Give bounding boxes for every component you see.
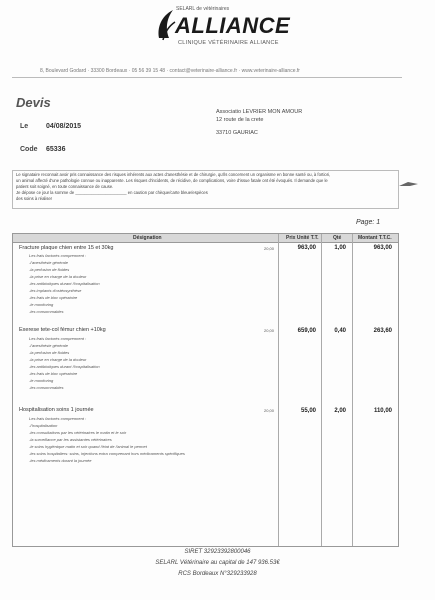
item-detail: -les antibiotiques durant l'hospitalisation bbox=[29, 364, 100, 369]
clinic-subtitle: CLINIQUE VÉTÉRINAIRE ALLIANCE bbox=[178, 40, 279, 46]
item-unit-price: 963,00 bbox=[297, 245, 316, 251]
item-detail: -les soins hospitaliers: soins, injections extra comprenant hors médicaments spécifiques bbox=[29, 451, 185, 456]
item-title: Hospitalisation soins 1 journée bbox=[19, 407, 94, 413]
item-amount: 110,00 bbox=[373, 408, 392, 414]
item-detail: -les frais de bloc opératoire bbox=[29, 295, 78, 300]
item-detail: -les consommables bbox=[29, 385, 64, 390]
col-qty: Qté bbox=[333, 235, 342, 241]
page-indicator: Page: 1 bbox=[356, 219, 381, 226]
item-detail: -les implants d'ostéosynthèse bbox=[29, 288, 82, 293]
contact-line: 8, Boulevard Godard · 33300 Bordeaux · 05 56 39 15 48 · contact@veterinaire-alliance.fr · www.veterinaire-alliance.fr bbox=[40, 68, 300, 74]
item-detail: -la perfusion de fluides bbox=[29, 267, 70, 272]
footer-rcs: RCS Bordeaux N°329233928 bbox=[178, 571, 257, 577]
item-detail: -la prise en charge de la douleur bbox=[29, 274, 87, 279]
item-qty: 1,00 bbox=[334, 245, 346, 251]
consent-line-1: Le signataire reconnait avoir pris connaissance des risques inhérents aux actes d'anesthésie et de chirurgie, qu'ils concernent un organisme en bonne santé ou, à fortiori, bbox=[16, 172, 331, 177]
consent-line-5: des soins à réaliser bbox=[16, 196, 53, 201]
item-qty: 0,40 bbox=[334, 328, 346, 334]
item-detail: -le monitoring bbox=[29, 378, 54, 383]
item-detail: Les frais facturés comprennent : bbox=[29, 336, 87, 341]
code-value: 65336 bbox=[46, 146, 66, 153]
item-amount: 263,60 bbox=[373, 328, 392, 334]
col-amount: Montant T.T.C. bbox=[358, 235, 392, 241]
brand-name: ALLIANCE bbox=[175, 13, 291, 38]
table-header bbox=[13, 234, 398, 243]
item-unit-price: 659,00 bbox=[297, 328, 316, 334]
item-detail: -l'hospitalisation bbox=[29, 423, 58, 428]
item-detail: -les médicaments durant la journée bbox=[29, 458, 92, 463]
item-unit-price: 55,00 bbox=[300, 408, 316, 414]
col-unit-price: Prix Unité T.T. bbox=[286, 235, 319, 241]
item-detail: -la prise en charge de la douleur bbox=[29, 357, 87, 362]
footer-siret: SIRET 32923392800046 bbox=[184, 549, 251, 555]
consent-line-2: un animal affecté d'une pathologie connue ou inapparente. Les risques d'incidents, de récidive, de complications, voire d'issue fatale ont été évoqués. Il demande que le bbox=[16, 178, 328, 183]
item-detail: -le monitoring bbox=[29, 302, 54, 307]
item-title: Fracture plaque chien entre 15 et 30kg bbox=[19, 245, 114, 251]
item-detail: -l'anesthésie générale bbox=[29, 260, 69, 265]
quote-table bbox=[12, 233, 399, 547]
document-title: Devis bbox=[16, 95, 51, 110]
date-value: 04/08/2015 bbox=[46, 123, 82, 130]
item-code: 20,00 bbox=[264, 408, 275, 413]
alliance-logo-icon bbox=[155, 8, 177, 42]
consent-line-4: Je dépose ce jour la somme de ______________________ en caution par chèque/carte bleue/espèces bbox=[16, 190, 208, 195]
consent-line-3: patient soit soigné, en toute connaissance de cause. bbox=[16, 184, 114, 189]
recipient-street: 12 route de la crete bbox=[216, 117, 264, 123]
item-code: 20,00 bbox=[264, 246, 275, 251]
consent-box bbox=[12, 170, 399, 209]
item-detail: -la surveillance par les assistantes vétérinaires bbox=[29, 437, 112, 442]
item-amount: 963,00 bbox=[373, 245, 392, 251]
item-detail: -les antibiotiques durant l'hospitalisation bbox=[29, 281, 100, 286]
item-detail: -le soins hygiénique matin et soir quand l'état de l'animal le permet bbox=[29, 444, 147, 449]
tagline-top: SELARL de vétérinaires bbox=[176, 6, 230, 12]
header-divider bbox=[12, 77, 402, 78]
item-title: Exerese tete-col fémur chien +10kg bbox=[19, 327, 106, 333]
item-detail: -l'anesthésie générale bbox=[29, 343, 69, 348]
item-detail: -la perfusion de fluides bbox=[29, 350, 70, 355]
item-detail: -les consommables bbox=[29, 309, 64, 314]
recipient-city: 33710 GAURIAC bbox=[216, 130, 258, 136]
item-detail: Les frais facturés comprennent : bbox=[29, 253, 87, 258]
item-qty: 2,00 bbox=[334, 408, 346, 414]
item-detail: -les consultations par les vétérinaires le matin et le soir bbox=[29, 430, 127, 435]
item-detail: Les frais facturés comprennent : bbox=[29, 416, 87, 421]
item-code: 20,00 bbox=[264, 328, 275, 333]
col-designation: Désignation bbox=[133, 235, 162, 241]
code-label: Code bbox=[20, 146, 38, 153]
footer-capital: SELARL Vétérinaire au capital de 147 936.53€ bbox=[155, 560, 280, 566]
item-detail: -les frais de bloc opératoire bbox=[29, 371, 78, 376]
recipient-name: Associatio LEVRIER MON AMOUR bbox=[216, 109, 303, 115]
date-label: Le bbox=[20, 123, 29, 130]
pen-mark-icon bbox=[398, 180, 420, 188]
